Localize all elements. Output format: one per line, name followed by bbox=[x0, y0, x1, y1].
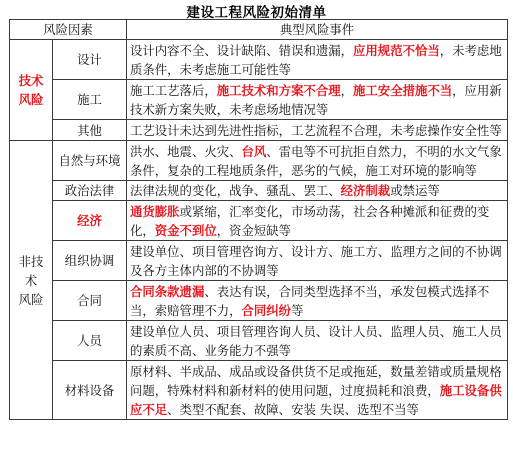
document-title: 建设工程风险初始清单 bbox=[186, 5, 327, 21]
risk-event-cell bbox=[127, 141, 508, 181]
highlighted-risk-text: 台风 bbox=[241, 143, 267, 159]
highlighted-risk-text: 经济制裁 bbox=[340, 183, 391, 198]
table-row bbox=[10, 321, 508, 361]
risk-event-cell bbox=[127, 40, 508, 80]
risk-text: 法律法规的变化，战争、骚乱、罢工、 bbox=[130, 183, 341, 198]
highlighted-risk-text: 合同纠纷 bbox=[241, 302, 292, 318]
highlighted-risk-text: 施工安全措施不当 bbox=[353, 82, 453, 98]
risk-text: 、雷电等不可抗拒自然力，不明的水文气象条件，复杂的工程地质条件，恶劣的气候，施工对环境的影响等 bbox=[130, 143, 502, 178]
risk-event-cell bbox=[127, 281, 508, 321]
risk-event-cell bbox=[127, 120, 508, 141]
risk-factor-cell: 组织协调 bbox=[53, 241, 127, 281]
risk-checklist-table bbox=[9, 19, 508, 420]
risk-text: 原材料、半成品、成品或设备供货不足或拖延，数量差错或质量规格问题，特殊材料和新材料的使用问题，过度损耗和浪费， bbox=[130, 363, 502, 398]
highlighted-risk-text: 施工设备供应不足 bbox=[130, 382, 502, 417]
risk-text: 或禁运等 bbox=[390, 183, 440, 198]
header-risk-factor: 风险因素 bbox=[10, 20, 127, 40]
risk-category-label: 非技术 bbox=[18, 253, 44, 288]
table-row bbox=[10, 141, 508, 181]
risk-event-cell bbox=[127, 321, 508, 361]
risk-text: ，应用新技术新方案失败，未考虑场地情况等 bbox=[130, 82, 502, 117]
risk-factor-cell: 其他 bbox=[53, 120, 127, 141]
risk-factor-cell: 施工 bbox=[53, 80, 127, 120]
table-row bbox=[10, 181, 508, 201]
highlighted-risk-text: 合同条款遗漏 bbox=[130, 283, 205, 299]
risk-text: 、表达有误，合同类型选择不当，承发包模式选择不当，索赔管理不力， bbox=[130, 283, 490, 318]
risk-text: ，未考虑地质条件，未考虑施工可能性等 bbox=[130, 42, 502, 77]
table-row bbox=[10, 361, 508, 420]
header-row bbox=[10, 20, 508, 40]
risk-text: 洪水、地震、火灾、 bbox=[130, 143, 242, 159]
risk-event-cell bbox=[127, 80, 508, 120]
risk-factor-cell: 人员 bbox=[53, 321, 127, 361]
highlighted-risk-text: 施工技术和方案不合理 bbox=[216, 82, 341, 98]
risk-category-label: 风险 bbox=[18, 92, 44, 107]
risk-factor-cell: 政治法律 bbox=[53, 181, 127, 201]
table-row bbox=[10, 241, 508, 281]
risk-event-cell bbox=[127, 201, 508, 241]
risk-text: 建设单位人员、项目管理咨询人员、设计人员、监理人员、施工人员的素质不高、业务能力不强等 bbox=[130, 323, 502, 358]
risk-factor-cell: 设计 bbox=[53, 40, 127, 80]
risk-category-cell bbox=[10, 141, 53, 420]
risk-text: 或紧缩，汇率变化，市场动荡，社会各种摊派和征费的变化， bbox=[130, 203, 490, 238]
cropped-next-line bbox=[0, 447, 513, 454]
risk-text: ，资金短缺等 bbox=[216, 222, 292, 238]
risk-text: ， bbox=[340, 82, 354, 98]
header-risk-event: 典型风险事件 bbox=[127, 20, 508, 40]
table-row bbox=[10, 80, 508, 120]
risk-event-cell bbox=[127, 181, 508, 201]
highlighted-risk-text: 应用规范不恰当 bbox=[353, 42, 440, 58]
table-row bbox=[10, 201, 508, 241]
table-row bbox=[10, 40, 508, 80]
risk-text: 设计内容不全、设计缺陷、错误和遗漏， bbox=[130, 42, 354, 58]
risk-text: 建设单位、项目管理咨询方、设计方、施工方、监理方之间的不协调及各方主体内部的不协调等 bbox=[130, 243, 502, 278]
risk-event-cell bbox=[127, 361, 508, 420]
risk-factor-cell: 自然与环境 bbox=[53, 141, 127, 181]
risk-text: 等 bbox=[291, 302, 304, 318]
risk-text: 、类型不配套、故障、安装 失误、选型不当等 bbox=[167, 401, 419, 417]
risk-text: 工艺设计未达到先进性指标，工艺流程不合理，未考虑操作安全性等 bbox=[130, 122, 502, 138]
risk-category-label: 风险 bbox=[18, 291, 44, 307]
risk-factor-cell: 合同 bbox=[53, 281, 127, 321]
risk-factor-cell: 材料设备 bbox=[53, 361, 127, 420]
risk-text: 施工工艺落后， bbox=[130, 82, 217, 98]
table-row bbox=[10, 281, 508, 321]
risk-factor-cell: 经济 bbox=[53, 201, 127, 241]
risk-table-body bbox=[10, 40, 508, 420]
highlighted-risk-text: 通货膨胀 bbox=[130, 203, 180, 219]
risk-event-cell bbox=[127, 241, 508, 281]
risk-category-label: 技术 bbox=[18, 73, 44, 88]
highlighted-risk-text: 资金不到位 bbox=[154, 222, 217, 238]
risk-category-cell bbox=[10, 40, 53, 141]
table-row bbox=[10, 120, 508, 141]
